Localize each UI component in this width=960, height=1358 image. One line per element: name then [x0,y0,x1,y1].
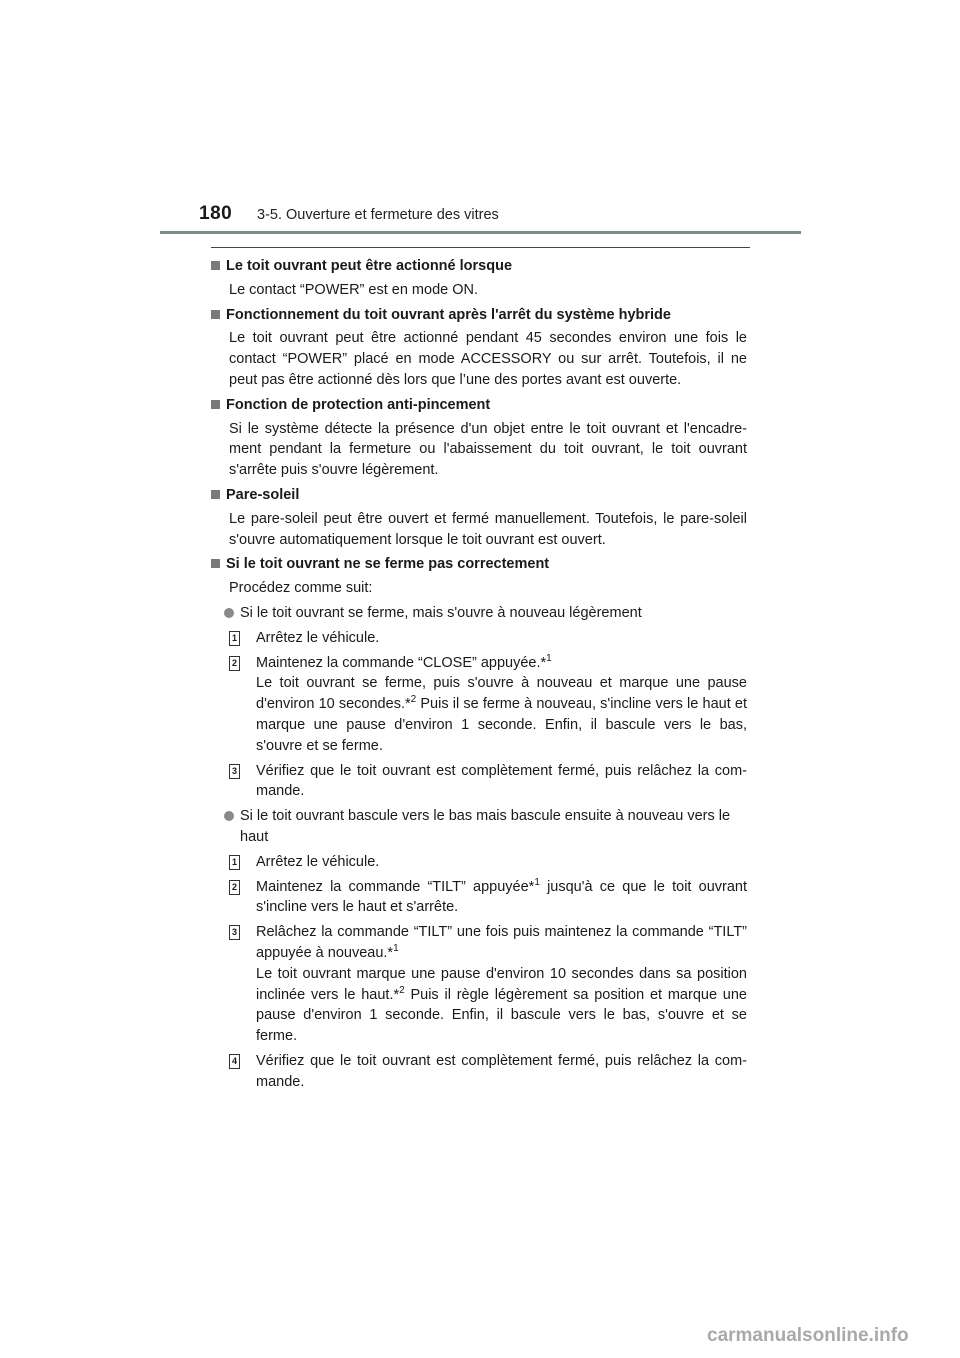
section-heading: Le toit ouvrant peut être actionné lorsque [226,258,513,274]
step-item [229,922,747,1047]
section-not-closing [211,554,747,1092]
step-text-part: Relâchez la commande “TILT” une fois puis maintenez la commande “TILT” appuyée à nouveau.* [256,924,747,961]
section-text: Procédez comme suit: [229,580,373,597]
round-bullet-icon [224,811,234,821]
watermark-text: carmanualsonline.info [707,1325,909,1346]
footnote-ref: 1 [393,943,399,955]
square-bullet-icon [211,400,220,409]
step-item [229,877,747,919]
step-item [229,653,747,757]
step-text-part: Puis il règle légèrement sa position et marque une pause d'environ 1 seconde. Enfin, il bascule vers le bas, s'ouvre et se ferme. [256,986,748,1045]
footnote-ref: 1 [546,652,552,664]
header-rule [160,231,801,234]
section-sunshade [211,485,747,550]
section-heading: Fonction de protection anti-pincement [226,396,491,413]
top-rule [211,247,750,248]
section-text: Le toit ouvrant peut être actionné pendant 45 secondes environ une fois le contact “POWER” placé en mode ACCESSORY ou sur arrêt. Toutefois, il ne peut pas être actionné dès lors que l’une des portes avant est ouverte. [229,330,747,388]
section-text: Le contact “POWER” est en mode ON. [229,281,479,298]
page-number: 180 [199,203,233,224]
square-bullet-icon [211,261,220,270]
step-number-box: 3 [229,764,240,779]
step-text-part: jusqu'à ce que le toit ouvrant s'incline vers le haut et s'arrête. [256,878,747,916]
step-text-part: Le toit ouvrant marque une pause d'environ 10 secondes dans sa position inclinée vers le haut.* [256,965,747,1003]
step-item [229,852,747,873]
square-bullet-icon [211,310,220,319]
section-text: Le pare-soleil peut être ouvert et fermé manuellement. Toutefois, le pare-soleil s'ouvre automatiquement lorsque le toit ouvrant est ouvert. [229,510,747,548]
bullet-text: Si le toit ouvrant se ferme, mais s'ouvre à nouveau légèrement [240,604,642,621]
step-item [229,1051,747,1093]
step-item [229,628,747,649]
section-text: Si le système détecte la présence d'un objet entre le toit ouvrant et l'encadre-ment pendant la fermeture ou l'abaissement du toit ouvrant, le toit ouvrant s'arrête puis s'ouvre légèrement. [229,420,747,479]
square-bullet-icon [211,559,220,568]
section-anti-pinch [211,395,747,481]
footnote-ref: 2 [410,694,417,706]
step-text [256,922,747,1047]
section-heading: Fonctionnement du toit ouvrant après l'arrêt du système hybride [226,306,671,323]
page-content [211,256,747,1096]
section-title: 3-5. Ouverture et fermeture des vitres [257,207,499,223]
section-heading: Pare-soleil [226,486,300,503]
step-number-box: 2 [229,880,240,895]
section-after-hybrid-stop [211,305,747,391]
procedure-b-steps [229,852,747,1093]
step-text: Vérifiez que le toit ouvrant est complètement fermé, puis relâchez la com-mande. [256,1052,747,1090]
step-number-box: 3 [229,925,240,940]
step-text [256,653,747,757]
section-power-mode [211,256,747,301]
bullet-text: Si le toit ouvrant bascule vers le bas mais bascule ensuite à nouveau vers le haut [240,808,731,845]
step-text-part: Le toit ouvrant se ferme, puis s'ouvre à nouveau et marque une pause d'environ 10 secondes.* [256,675,747,713]
step-text: Arrêtez le véhicule. [256,629,380,646]
step-text-part: Puis il se ferme à nouveau, s'incline vers le haut et marque une pause d'environ 1 seconde. Enfin, il bascule vers le bas, s'ouvre et se ferme. [256,696,747,754]
step-number-box: 1 [229,631,240,646]
step-number-box: 1 [229,855,240,870]
section-heading: Si le toit ouvrant ne se ferme pas correctement [226,556,550,573]
footnote-ref: 1 [534,876,540,888]
round-bullet-icon [224,608,234,618]
step-number-box: 4 [229,1054,240,1069]
step-text: Arrêtez le véhicule. [256,853,380,870]
step-text-part: Maintenez la commande “CLOSE” appuyée.* [256,654,547,671]
procedure-a-steps [229,628,747,802]
step-text [256,877,747,919]
footnote-ref: 2 [399,984,405,996]
square-bullet-icon [211,490,220,499]
step-text: Vérifiez que le toit ouvrant est complètement fermé, puis relâchez la com-mande. [256,762,747,800]
list-item [224,603,747,624]
step-item [229,761,747,803]
step-text-part: Maintenez la commande “TILT” appuyée* [256,878,535,895]
step-number-box: 2 [229,656,240,671]
list-item [224,806,747,848]
